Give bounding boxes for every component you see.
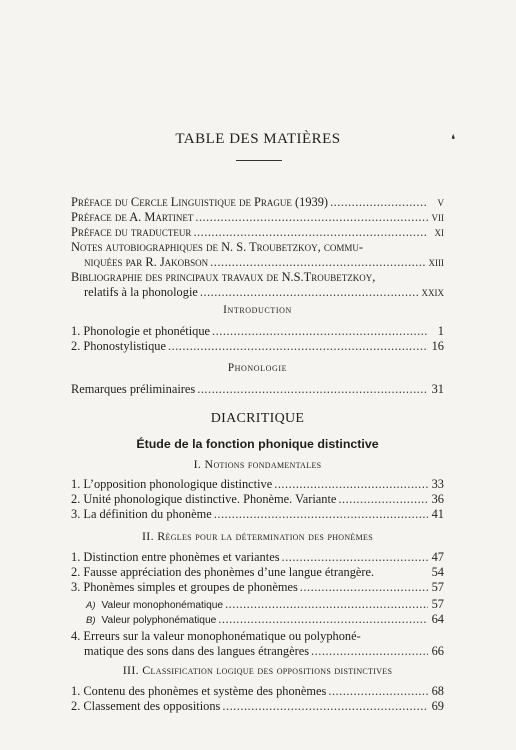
toc-entry-page: 41 [431,507,444,521]
part-subheading: Étude de la fonction phonique distinctive [136,437,379,451]
toc-entry-page: 54 [431,565,444,579]
toc-entry-label: relatifs à la phonologie [84,285,198,299]
toc-entry-label: 3. Phonèmes simples et groupes de phonèmes [71,580,298,594]
toc-entry-biblio-line1 [71,270,444,285]
toc-entry-label: Préface du traducteur [71,225,192,239]
toc-subentry-label: Valeur polyphonématique [101,615,217,626]
toc-entry-label: 4. Erreurs sur la valeur monophonématique ou polyphoné- [71,629,361,643]
toc-entry-page: 47 [431,550,444,564]
toc-subentry-mark: A) [86,600,96,611]
page-title: TABLE DES MATIÈRES [175,131,341,147]
toc-entry-page: 68 [431,684,444,698]
toc-entry-label: 1. Phonologie et phonétique [71,324,211,338]
leader-dots [330,195,428,210]
section-heading-phonologie: Phonologie [227,362,288,374]
toc-entry-label: 2. Phonostylistique [71,339,167,353]
toc-entry-page: 69 [431,699,444,713]
toc-entry-erreurs-line2 [84,644,444,659]
toc-entry-label: 2. Unité phonologique distinctive. Phonème. Variante [71,492,337,506]
toc-entry-page: vii [431,210,444,224]
toc-entry-label: 2. Classement des oppositions [71,699,221,713]
chapter-heading-3: III. Classification logique des oppositions distinctives [122,663,393,677]
toc-entry-label: Notes autobiographiques de N. S. Troubetzkoy, commu- [71,240,363,254]
leader-dots [225,597,428,612]
toc-entry-notes-line2 [84,255,444,270]
toc-entry [71,550,444,565]
toc-entry [71,699,444,714]
toc-entry-label: 3. La définition du phonème [71,507,212,521]
margin-mark: ❛ [451,132,456,147]
toc-entry-page: xi [434,225,444,239]
leader-dots [168,339,428,354]
toc-entry-page: 57 [431,580,444,594]
toc-entry-label: 1. Contenu des phonèmes et système des phonèmes [71,684,327,698]
leader-dots [311,644,428,659]
toc-entry [71,492,444,507]
leader-dots [282,550,428,565]
toc-entry-preface-martinet [71,210,444,225]
leader-dots [218,612,428,627]
toc-entry [71,324,444,339]
toc-entry-label: matique des sons dans des langues étrangères [84,644,310,658]
leader-dots [200,285,420,300]
toc-entry-page: v [437,195,444,209]
toc-entry [71,339,444,354]
leader-dots [274,477,428,492]
chapter-heading-2: II. Règles pour la détermination des phonèmes [142,529,373,543]
toc-entry-page: 1 [437,324,444,338]
toc-entry-label: Bibliographie des principaux travaux de N.S.Troubetzkoy, [71,270,376,284]
toc-entry-label: Préface de A. Martinet [71,210,194,224]
toc-entry-preface-traducteur [71,225,444,240]
toc-entry-page: 64 [431,612,444,626]
toc-subentry-mark: B) [86,615,96,626]
leader-dots [300,580,428,595]
toc-entry [71,507,444,522]
toc-entry-label: 2. Fausse appréciation des phonèmes d’une langue étrangère. [71,565,375,579]
toc-entry-label: 1. Distinction entre phonèmes et variantes [71,550,280,564]
toc-entry-biblio-line2 [84,285,444,300]
title-rule [236,160,282,161]
leader-dots [338,492,428,507]
toc-subentry-label: Valeur monophonématique [101,600,224,611]
toc-entry-preface-cercle [71,195,444,210]
leader-dots [197,382,428,397]
toc-entry [71,580,444,595]
toc-entry [71,565,444,580]
toc-entry-page: xxix [421,285,444,299]
toc-entry-page: 57 [431,597,444,611]
toc-entry [71,684,444,699]
toc-entry-erreurs-line1 [71,629,444,644]
leader-dots [195,210,428,225]
toc-entry-page: xiii [428,255,444,269]
toc-entry [71,477,444,492]
leader-dots [193,225,428,240]
part-heading-diacritique: DIACRITIQUE [210,411,305,426]
toc-entry-page: 31 [431,382,444,396]
toc-entry-page: 16 [431,339,444,353]
toc-entry-page: 36 [431,492,444,506]
leader-dots [214,507,428,522]
toc-entry-label: Préface du Cercle Linguistique de Prague (1939) [71,195,329,209]
chapter-heading-1: I. Notions fondamentales [193,457,322,471]
toc-entry-label: niquées par R. Jakobson [84,255,209,269]
leader-dots [210,255,426,270]
toc-subentry [86,612,444,627]
toc-entry-page: 33 [431,477,444,491]
leader-dots [212,324,428,339]
toc-entry [71,382,444,397]
toc-subentry [86,597,444,612]
toc-entry-notes-line1 [71,240,444,255]
toc-entry-page: 66 [431,644,444,658]
leader-dots [222,699,428,714]
toc-entry-label: 1. L’opposition phonologique distinctive [71,477,273,491]
section-heading-introduction: Introduction [223,304,292,316]
leader-dots [328,684,428,699]
toc-entry-label: Remarques préliminaires [71,382,196,396]
